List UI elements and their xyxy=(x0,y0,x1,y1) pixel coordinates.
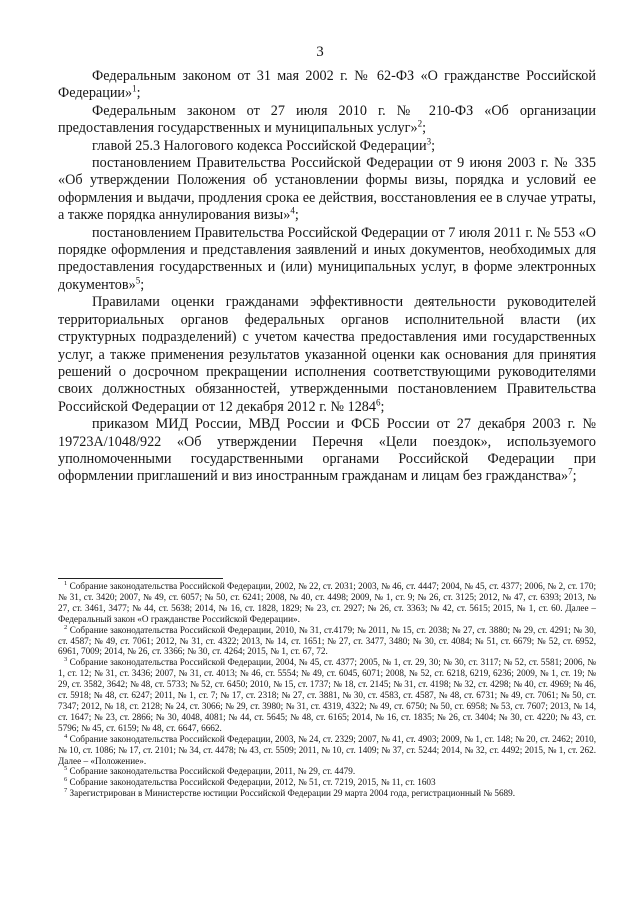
footnote-ref[interactable]: 5 xyxy=(135,275,141,286)
paragraph xyxy=(58,225,596,295)
footnotes xyxy=(58,581,596,799)
paragraph-tail: ; xyxy=(380,398,385,415)
paragraph-tail: ; xyxy=(136,85,141,102)
footnote xyxy=(58,657,596,733)
page-number: 3 xyxy=(316,44,324,60)
paragraph-text: главой 25.3 Налогового кодекса Российской Федерации xyxy=(92,137,427,154)
footnote xyxy=(58,777,596,788)
footnote xyxy=(58,766,596,777)
paragraph-text: постановлением Правительства Российской Федерации от 9 июня 2003 г. № 335 «Об утверждении Положения об установлении формы визы, порядка и условий ее оформления и выдачи, продления срока ее действия, восстановления ее в случае утраты, а также порядка аннулирования визы» xyxy=(58,155,596,224)
footnote xyxy=(58,581,596,625)
footnote xyxy=(58,625,596,658)
footnote-text: Собрание законодательства Российской Федерации, 2010, № 31, ст.4179; № 2011, № 15, ст. 2038; № 27, ст. 3880; № 29, ст. 4291; № 30, ст. 4587; № 49, ст. 7061; 2012, № 31, ст. 4322; 2013, № 14, ст. 1651; № 27, ст. 3477, 3480; № 30, ст. 4084; № 51, ст. 6679; № 52, ст. 6952, 6961, 7009; 2014, № 26, ст. 3366; № 30, ст. 4264; 2015, № 1, ст. 67, 72. xyxy=(58,624,597,657)
footnote-number: 5 xyxy=(64,765,68,773)
footnote-ref[interactable]: 4 xyxy=(290,205,295,216)
footnote xyxy=(58,788,596,799)
footnote-ref[interactable]: 2 xyxy=(417,118,423,129)
footnote-text: Собрание законодательства Российской Федерации, 2003, № 24, ст. 2329; 2007, № 41, ст. 4903; 2009, № 1, ст. 148; № 20, ст. 2462; 2010, № 10, ст. 1086; № 17, ст. 2101; № 34, ст. 4478; № 43, ст. 5509; 2011, № 10, ст. 1409; № 37, ст. 5244; 2014, № 32, ст. 4492; 2015, № 1, ст. 262. Далее – «Положение». xyxy=(58,733,596,766)
footnote-number: 4 xyxy=(64,732,68,740)
footnote-text: Собрание законодательства Российской Федерации, 2002, № 22, ст. 2031; 2003, № 46, ст. 4447; 2004, № 45, ст. 4377; 2006, № 2, ст. 170; № 31, ст. 3420; 2007, № 49, ст. 6057; № 50, ст. 6241; 2008, № 40, ст. 4498; 2009, № 1, ст. 9; № 26, ст. 3125; 2012, № 47, ст. 6393; 2013, № 27, ст. 3461, 3477; № 44, ст. 5638; 2014, № 16, ст. 1828, 1829; № 23, ст. 2927; № 26, ст. 3363; № 42, ст. 5615; 2015, № 1, ст. 60. Далее – Федеральный закон «О гражданстве Российской Федерации». xyxy=(58,581,596,624)
paragraph xyxy=(58,294,596,416)
paragraph-tail: ; xyxy=(422,120,427,137)
footnote-text: Собрание законодательства Российской Федерации, 2004, № 45, ст. 4377; 2005, № 1, ст. 29, 30; № 30, ст. 3117; № 52, ст. 5581; 2006, № 1, ст. 12; № 31, ст. 3436; 2007, № 31, ст. 4013; № 46, ст. 5554; № 49, ст. 6045, 6071; 2008, № 52, ст. 6218, 6219, 6236; 2009, № 1, ст. 19; № 29, ст. 3582, 3642; № 48, ст. 5733; № 52, ст. 6450; 2010, № 15, ст. 1737; № 18, ст. 2145; № 31, ст. 4198; № 32, ст. 4298; № 40, ст. 4969; № 46, ст. 5918; № 48, ст. 6247; 2011, № 1, ст. 7; № 17, ст. 2318; № 27, ст. 3881, № 30, ст. 4583, ст. 4587, № 48, ст. 6731; № 49, ст. 7061; № 50, ст. 7347; 2012, № 18, ст. 2128; № 24, ст. 3066; № 29, ст. 3980; № 31, ст. 4319, 4322; № 49, ст. 6750; № 50, ст. 6958; № 53, ст. 7607; 2013, № 14, ст. 1647; № 23, ст. 2866; № 30, 4048, 4081; № 44, ст. 5645; № 48, ст. 6165; 2014, № 16, ст. 1835; № 26, ст. 3404; № 30, ст. 4220; № 43, ст. 5796; № 45, ст. 6159; № 48, ст. 6647, 6662. xyxy=(58,657,597,733)
paragraph-text: Федеральным законом от 27 июля 2010 г. № 210-ФЗ «Об организации предоставления государственных и муниципальных услуг» xyxy=(58,102,596,137)
paragraph-tail: ; xyxy=(294,207,299,224)
footnote-text: Зарегистрирован в Министерстве юстиции Российской Федерации 29 марта 2004 года, регистрационный № 5689. xyxy=(69,788,516,799)
footnote-number: 3 xyxy=(64,656,68,664)
footnote-text: Собрание законодательства Российской Федерации, 2011, № 29, ст. 4479. xyxy=(69,766,356,777)
footnote-ref[interactable]: 7 xyxy=(568,466,573,477)
paragraph-text: Правилами оценки гражданами эффективности деятельности руководителей территориальных органов федеральных органов исполнительной власти (их структурных подразделений) с учетом качества предоставления ими государственных услуг, а также применения результатов указанной оценки как основания для принятия решений о досрочном прекращении исполнения соответствующими руководителями своих должностных обязанностей, утвержденными постановлением Правительства Российской Федерации от 12 декабря 2012 г. № 1284 xyxy=(58,294,596,415)
footnote-ref[interactable]: 3 xyxy=(426,135,432,146)
paragraph-text: постановлением Правительства Российской Федерации от 7 июля 2011 г. № 553 «О порядке оформления и представления заявлений и иных документов, необходимых для предоставления государственных и (или) муниципальных услуг, в форме электронных документов» xyxy=(58,224,596,293)
footnote-ref[interactable]: 6 xyxy=(375,396,381,407)
footnote xyxy=(58,734,596,767)
paragraph xyxy=(58,68,596,103)
paragraph-tail: ; xyxy=(140,276,145,293)
footnote-text: Собрание законодательства Российской Федерации, 2012, № 51, ст. 7219, 2015, № 11, ст. 1603 xyxy=(69,777,436,788)
footnote-number: 1 xyxy=(64,579,68,587)
paragraph xyxy=(58,416,596,486)
paragraph-tail: ; xyxy=(431,137,436,154)
footnote-number: 7 xyxy=(64,787,68,795)
body-text xyxy=(58,68,596,486)
footnote-ref[interactable]: 1 xyxy=(132,83,137,94)
paragraph-text: приказом МИД России, МВД России и ФСБ России от 27 декабря 2003 г. № 19723А/1048/922 «Об утверждении Перечня «Цели поездок», используемого уполномоченными государственными органами Российской Федерации при оформлении приглашений и виз иностранным гражданам и лицам без гражданства» xyxy=(58,416,596,485)
paragraph xyxy=(58,155,596,225)
paragraph xyxy=(58,135,596,155)
footnote-number: 6 xyxy=(64,776,68,784)
footnote-number: 2 xyxy=(64,623,68,631)
paragraph xyxy=(58,103,596,138)
paragraph-tail: ; xyxy=(572,468,577,485)
paragraph-text: Федеральным законом от 31 мая 2002 г. № 62-ФЗ «О гражданстве Российской Федерации» xyxy=(58,68,596,102)
footnote-separator xyxy=(58,578,223,579)
